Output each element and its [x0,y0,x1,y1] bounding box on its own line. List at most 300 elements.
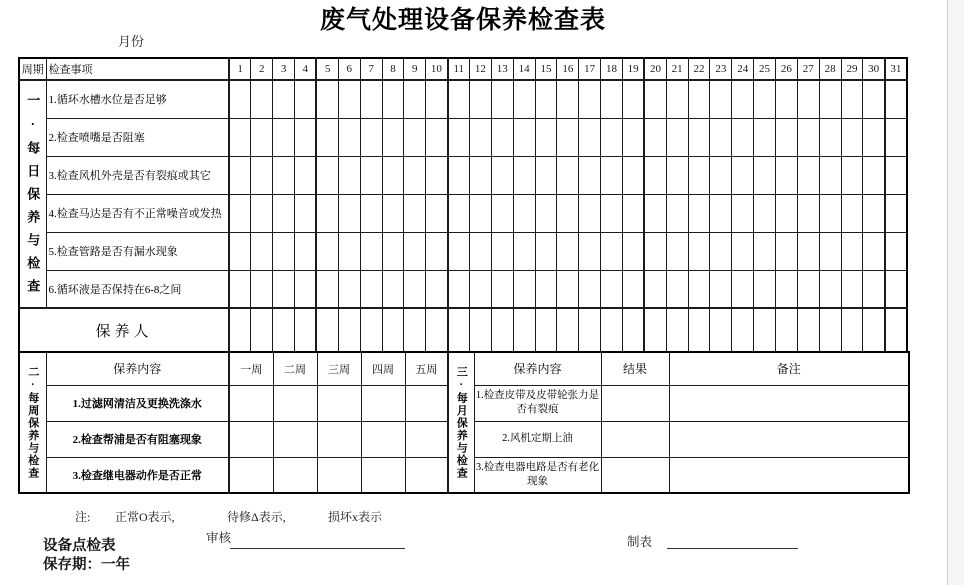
day-entry-cell[interactable] [775,156,797,194]
day-entry-cell[interactable] [775,194,797,232]
day-entry-cell[interactable] [360,194,382,232]
day-entry-cell[interactable] [382,118,404,156]
day-entry-cell[interactable] [885,118,907,156]
day-entry-cell[interactable] [382,194,404,232]
day-entry-cell[interactable] [273,194,295,232]
day-entry-cell[interactable] [863,118,885,156]
day-entry-cell[interactable] [732,308,754,352]
day-entry-cell[interactable] [579,308,601,352]
day-entry-cell[interactable] [426,80,448,118]
day-number-cell: 20 [644,58,666,80]
day-number-cell: 28 [819,58,841,80]
day-entry-cell[interactable] [338,194,360,232]
day-number-cell: 13 [491,58,513,80]
day-entry-cell[interactable] [688,156,710,194]
day-entry-cell[interactable] [513,270,535,308]
note-normal: 正常O表示, [115,510,175,524]
day-entry-cell[interactable] [251,118,273,156]
day-entry-cell[interactable] [448,232,470,270]
week-entry-cell[interactable] [317,385,361,421]
day-entry-cell[interactable] [273,118,295,156]
day-number-cell: 29 [841,58,863,80]
day-entry-cell[interactable] [644,232,666,270]
day-entry-cell[interactable] [535,194,557,232]
day-entry-cell[interactable] [360,156,382,194]
day-entry-cell[interactable] [732,232,754,270]
day-entry-cell[interactable] [819,308,841,352]
day-entry-cell[interactable] [863,232,885,270]
day-entry-cell[interactable] [732,194,754,232]
daily-item-row [19,270,907,308]
day-entry-cell[interactable] [666,232,688,270]
day-entry-cell[interactable] [601,232,623,270]
daily-item-row [19,118,907,156]
day-entry-cell[interactable] [273,156,295,194]
day-entry-cell[interactable] [644,308,666,352]
day-number-cell: 5 [316,58,338,80]
day-entry-cell[interactable] [710,232,732,270]
week-entry-cell[interactable] [405,385,448,421]
day-entry-cell[interactable] [666,308,688,352]
day-entry-cell[interactable] [513,80,535,118]
remark-header: 备注 [669,352,909,385]
day-entry-cell[interactable] [557,270,579,308]
day-entry-cell[interactable] [710,270,732,308]
day-entry-cell[interactable] [797,80,819,118]
day-entry-cell[interactable] [601,118,623,156]
day-entry-cell[interactable] [841,80,863,118]
day-entry-cell[interactable] [491,156,513,194]
daily-item-label: 4.检查马达是否有不正常噪音或发热 [46,194,229,232]
day-entry-cell[interactable] [382,156,404,194]
day-entry-cell[interactable] [382,270,404,308]
day-entry-cell[interactable] [426,232,448,270]
day-entry-cell[interactable] [338,308,360,352]
week-entry-cell[interactable] [273,385,317,421]
day-entry-cell[interactable] [579,118,601,156]
day-entry-cell[interactable] [666,194,688,232]
day-entry-cell[interactable] [885,80,907,118]
day-entry-cell[interactable] [557,156,579,194]
day-entry-cell[interactable] [382,80,404,118]
day-entry-cell[interactable] [316,156,338,194]
day-entry-cell[interactable] [426,308,448,352]
day-entry-cell[interactable] [513,308,535,352]
day-entry-cell[interactable] [535,270,557,308]
table-header-row [19,58,907,80]
day-number-cell: 4 [295,58,317,80]
weekly-item-label: 2.检查帮浦是否有阻塞现象 [46,421,229,457]
day-number-cell: 31 [885,58,907,80]
day-entry-cell[interactable] [251,156,273,194]
day-entry-cell[interactable] [863,308,885,352]
day-number-cell: 27 [797,58,819,80]
day-entry-cell[interactable] [622,194,644,232]
day-number-cell: 8 [382,58,404,80]
day-entry-cell[interactable] [775,270,797,308]
day-entry-cell[interactable] [338,270,360,308]
day-entry-cell[interactable] [644,156,666,194]
day-entry-cell[interactable] [622,308,644,352]
week-entry-cell[interactable] [273,421,317,457]
day-entry-cell[interactable] [273,232,295,270]
day-entry-cell[interactable] [688,308,710,352]
day-entry-cell[interactable] [688,194,710,232]
week-entry-cell[interactable] [405,457,448,493]
day-entry-cell[interactable] [775,308,797,352]
day-entry-cell[interactable] [754,270,776,308]
day-entry-cell[interactable] [535,118,557,156]
day-entry-cell[interactable] [251,80,273,118]
result-entry-cell[interactable] [601,457,669,493]
result-entry-cell[interactable] [601,421,669,457]
day-entry-cell[interactable] [338,232,360,270]
day-entry-cell[interactable] [229,194,251,232]
day-entry-cell[interactable] [448,118,470,156]
day-entry-cell[interactable] [688,232,710,270]
day-entry-cell[interactable] [491,270,513,308]
week-entry-cell[interactable] [405,421,448,457]
week-header: 五周 [405,352,448,385]
retention-period: 保存期：一年 [43,557,130,573]
result-header: 结果 [601,352,669,385]
week-entry-cell[interactable] [361,421,405,457]
day-entry-cell[interactable] [819,156,841,194]
review-signature-line [230,548,405,549]
day-entry-cell[interactable] [732,156,754,194]
day-entry-cell[interactable] [754,194,776,232]
day-entry-cell[interactable] [644,80,666,118]
day-entry-cell[interactable] [797,156,819,194]
day-entry-cell[interactable] [404,80,426,118]
day-entry-cell[interactable] [775,232,797,270]
week-entry-cell[interactable] [229,457,273,493]
month-label: 月份 [118,34,145,49]
day-entry-cell[interactable] [404,308,426,352]
day-entry-cell[interactable] [338,156,360,194]
day-entry-cell[interactable] [622,156,644,194]
day-entry-cell[interactable] [469,270,491,308]
day-entry-cell[interactable] [273,270,295,308]
note-repair: 待修Δ表示, [227,510,286,524]
day-entry-cell[interactable] [622,118,644,156]
note-damage: 损坏x表示 [328,510,383,524]
maintainer-label: 保养人 [19,308,229,352]
day-entry-cell[interactable] [710,80,732,118]
day-entry-cell[interactable] [448,156,470,194]
day-entry-cell[interactable] [863,80,885,118]
day-entry-cell[interactable] [229,118,251,156]
day-entry-cell[interactable] [841,118,863,156]
day-entry-cell[interactable] [841,270,863,308]
day-entry-cell[interactable] [885,308,907,352]
day-entry-cell[interactable] [404,232,426,270]
day-entry-cell[interactable] [513,156,535,194]
day-entry-cell[interactable] [863,270,885,308]
day-entry-cell[interactable] [885,194,907,232]
day-entry-cell[interactable] [710,308,732,352]
day-entry-cell[interactable] [732,118,754,156]
day-entry-cell[interactable] [688,80,710,118]
week-entry-cell[interactable] [361,457,405,493]
day-number-cell: 26 [775,58,797,80]
day-number-cell: 14 [513,58,535,80]
day-entry-cell[interactable] [775,118,797,156]
day-entry-cell[interactable] [273,80,295,118]
day-entry-cell[interactable] [338,118,360,156]
day-entry-cell[interactable] [710,118,732,156]
day-number-cell: 9 [404,58,426,80]
day-number-cell: 6 [338,58,360,80]
day-entry-cell[interactable] [316,232,338,270]
day-entry-cell[interactable] [382,308,404,352]
day-entry-cell[interactable] [360,232,382,270]
day-entry-cell[interactable] [557,80,579,118]
day-entry-cell[interactable] [863,156,885,194]
day-entry-cell[interactable] [797,118,819,156]
day-number-cell: 3 [273,58,295,80]
day-entry-cell[interactable] [404,156,426,194]
day-number-cell: 16 [557,58,579,80]
day-number-cell: 11 [448,58,470,80]
day-entry-cell[interactable] [797,232,819,270]
monthly-section-label: 三·每月保养与检查 [448,352,474,493]
week-entry-cell[interactable] [273,457,317,493]
week-entry-cell[interactable] [229,385,273,421]
day-entry-cell[interactable] [491,308,513,352]
day-entry-cell[interactable] [754,80,776,118]
day-entry-cell[interactable] [469,194,491,232]
day-entry-cell[interactable] [360,270,382,308]
result-entry-cell[interactable] [601,385,669,421]
day-entry-cell[interactable] [426,156,448,194]
day-entry-cell[interactable] [360,308,382,352]
daily-item-label: 2.检查喷嘴是否阻塞 [46,118,229,156]
day-entry-cell[interactable] [229,308,251,352]
day-number-cell: 22 [688,58,710,80]
day-entry-cell[interactable] [688,270,710,308]
day-entry-cell[interactable] [535,308,557,352]
day-entry-cell[interactable] [732,270,754,308]
day-entry-cell[interactable] [448,80,470,118]
day-entry-cell[interactable] [644,270,666,308]
day-number-cell: 12 [469,58,491,80]
day-entry-cell[interactable] [841,232,863,270]
week-entry-cell[interactable] [229,421,273,457]
day-entry-cell[interactable] [448,308,470,352]
tabulate-signature-line [667,548,798,549]
monthly-item-label: 2.风机定期上油 [474,421,601,457]
day-entry-cell[interactable] [295,156,317,194]
day-entry-cell[interactable] [754,156,776,194]
day-entry-cell[interactable] [754,308,776,352]
day-entry-cell[interactable] [601,80,623,118]
remark-entry-cell[interactable] [669,385,909,421]
day-entry-cell[interactable] [426,194,448,232]
day-entry-cell[interactable] [513,194,535,232]
week-entry-cell[interactable] [361,385,405,421]
day-entry-cell[interactable] [229,156,251,194]
day-entry-cell[interactable] [819,232,841,270]
doc-name: 设备点检表 [43,538,116,554]
day-entry-cell[interactable] [316,270,338,308]
weekly-item-label: 3.检查继电器动作是否正常 [46,457,229,493]
day-entry-cell[interactable] [295,118,317,156]
day-entry-cell[interactable] [469,80,491,118]
day-entry-cell[interactable] [666,80,688,118]
day-entry-cell[interactable] [666,118,688,156]
day-entry-cell[interactable] [448,270,470,308]
day-entry-cell[interactable] [819,80,841,118]
day-entry-cell[interactable] [579,232,601,270]
day-entry-cell[interactable] [316,194,338,232]
day-entry-cell[interactable] [710,156,732,194]
day-entry-cell[interactable] [841,308,863,352]
day-entry-cell[interactable] [732,80,754,118]
daily-item-label: 1.循环水槽水位是否足够 [46,80,229,118]
day-entry-cell[interactable] [666,270,688,308]
day-number-cell: 18 [601,58,623,80]
day-entry-cell[interactable] [797,194,819,232]
day-entry-cell[interactable] [754,118,776,156]
week-header: 四周 [361,352,405,385]
day-entry-cell[interactable] [535,80,557,118]
day-entry-cell[interactable] [229,232,251,270]
day-entry-cell[interactable] [295,270,317,308]
day-entry-cell[interactable] [316,308,338,352]
daily-item-row [19,80,907,118]
day-entry-cell[interactable] [579,80,601,118]
day-entry-cell[interactable] [404,270,426,308]
day-entry-cell[interactable] [491,194,513,232]
day-entry-cell[interactable] [251,232,273,270]
day-entry-cell[interactable] [819,194,841,232]
day-entry-cell[interactable] [644,118,666,156]
day-entry-cell[interactable] [316,80,338,118]
day-entry-cell[interactable] [579,194,601,232]
day-entry-cell[interactable] [579,270,601,308]
day-entry-cell[interactable] [666,156,688,194]
review-label: 审核 [206,531,232,545]
day-entry-cell[interactable] [491,232,513,270]
monthly-item-label: 1.检查皮带及皮带轮张力是否有裂痕 [474,385,601,421]
day-entry-cell[interactable] [557,118,579,156]
day-entry-cell[interactable] [360,118,382,156]
daily-check-table [18,57,908,353]
day-entry-cell[interactable] [251,194,273,232]
weekly-section-label: 二·每周保养与检查 [19,352,46,493]
day-entry-cell[interactable] [841,194,863,232]
day-entry-cell[interactable] [513,118,535,156]
week-header: 三周 [317,352,361,385]
day-number-cell: 15 [535,58,557,80]
day-number-cell: 10 [426,58,448,80]
day-entry-cell[interactable] [579,156,601,194]
day-entry-cell[interactable] [316,118,338,156]
bottom-header-row [19,352,909,385]
day-entry-cell[interactable] [469,118,491,156]
day-entry-cell[interactable] [622,232,644,270]
day-entry-cell[interactable] [426,270,448,308]
note-label: 注: [75,510,91,524]
daily-item-label: 6.循环液是否保持在6-8之间 [46,270,229,308]
day-entry-cell[interactable] [797,270,819,308]
day-entry-cell[interactable] [601,156,623,194]
day-entry-cell[interactable] [469,156,491,194]
week-entry-cell[interactable] [317,457,361,493]
day-entry-cell[interactable] [404,194,426,232]
day-entry-cell[interactable] [819,118,841,156]
day-entry-cell[interactable] [426,118,448,156]
day-entry-cell[interactable] [338,80,360,118]
day-entry-cell[interactable] [382,232,404,270]
day-entry-cell[interactable] [295,232,317,270]
maintainer-row [19,308,907,352]
day-entry-cell[interactable] [885,156,907,194]
day-entry-cell[interactable] [295,80,317,118]
week-entry-cell[interactable] [317,421,361,457]
day-entry-cell[interactable] [535,156,557,194]
tabulate-label: 制表 [627,535,653,549]
day-entry-cell[interactable] [491,80,513,118]
remark-entry-cell[interactable] [669,457,909,493]
day-entry-cell[interactable] [491,118,513,156]
day-entry-cell[interactable] [797,308,819,352]
day-entry-cell[interactable] [469,308,491,352]
day-entry-cell[interactable] [295,194,317,232]
day-entry-cell[interactable] [557,232,579,270]
day-entry-cell[interactable] [469,232,491,270]
day-entry-cell[interactable] [622,270,644,308]
day-entry-cell[interactable] [557,194,579,232]
day-entry-cell[interactable] [863,194,885,232]
day-entry-cell[interactable] [885,232,907,270]
day-number-cell: 23 [710,58,732,80]
day-entry-cell[interactable] [601,270,623,308]
day-entry-cell[interactable] [448,194,470,232]
day-entry-cell[interactable] [360,80,382,118]
day-entry-cell[interactable] [688,118,710,156]
day-entry-cell[interactable] [601,308,623,352]
day-entry-cell[interactable] [775,80,797,118]
day-entry-cell[interactable] [229,270,251,308]
daily-item-label: 5.检查管路是否有漏水现象 [46,232,229,270]
day-entry-cell[interactable] [229,80,251,118]
day-entry-cell[interactable] [819,270,841,308]
week-header: 二周 [273,352,317,385]
day-entry-cell[interactable] [557,308,579,352]
day-entry-cell[interactable] [885,270,907,308]
day-entry-cell[interactable] [513,232,535,270]
day-number-cell: 1 [229,58,251,80]
page-edge-strip [947,0,964,585]
day-entry-cell[interactable] [601,194,623,232]
day-entry-cell[interactable] [710,194,732,232]
day-entry-cell[interactable] [644,194,666,232]
day-entry-cell[interactable] [404,118,426,156]
remark-entry-cell[interactable] [669,421,909,457]
day-entry-cell[interactable] [251,308,273,352]
day-entry-cell[interactable] [754,232,776,270]
day-entry-cell[interactable] [622,80,644,118]
day-entry-cell[interactable] [841,156,863,194]
day-number-cell: 7 [360,58,382,80]
day-entry-cell[interactable] [535,232,557,270]
cycle-header: 周期 [19,58,46,80]
day-entry-cell[interactable] [295,308,317,352]
day-entry-cell[interactable] [251,270,273,308]
day-entry-cell[interactable] [273,308,295,352]
